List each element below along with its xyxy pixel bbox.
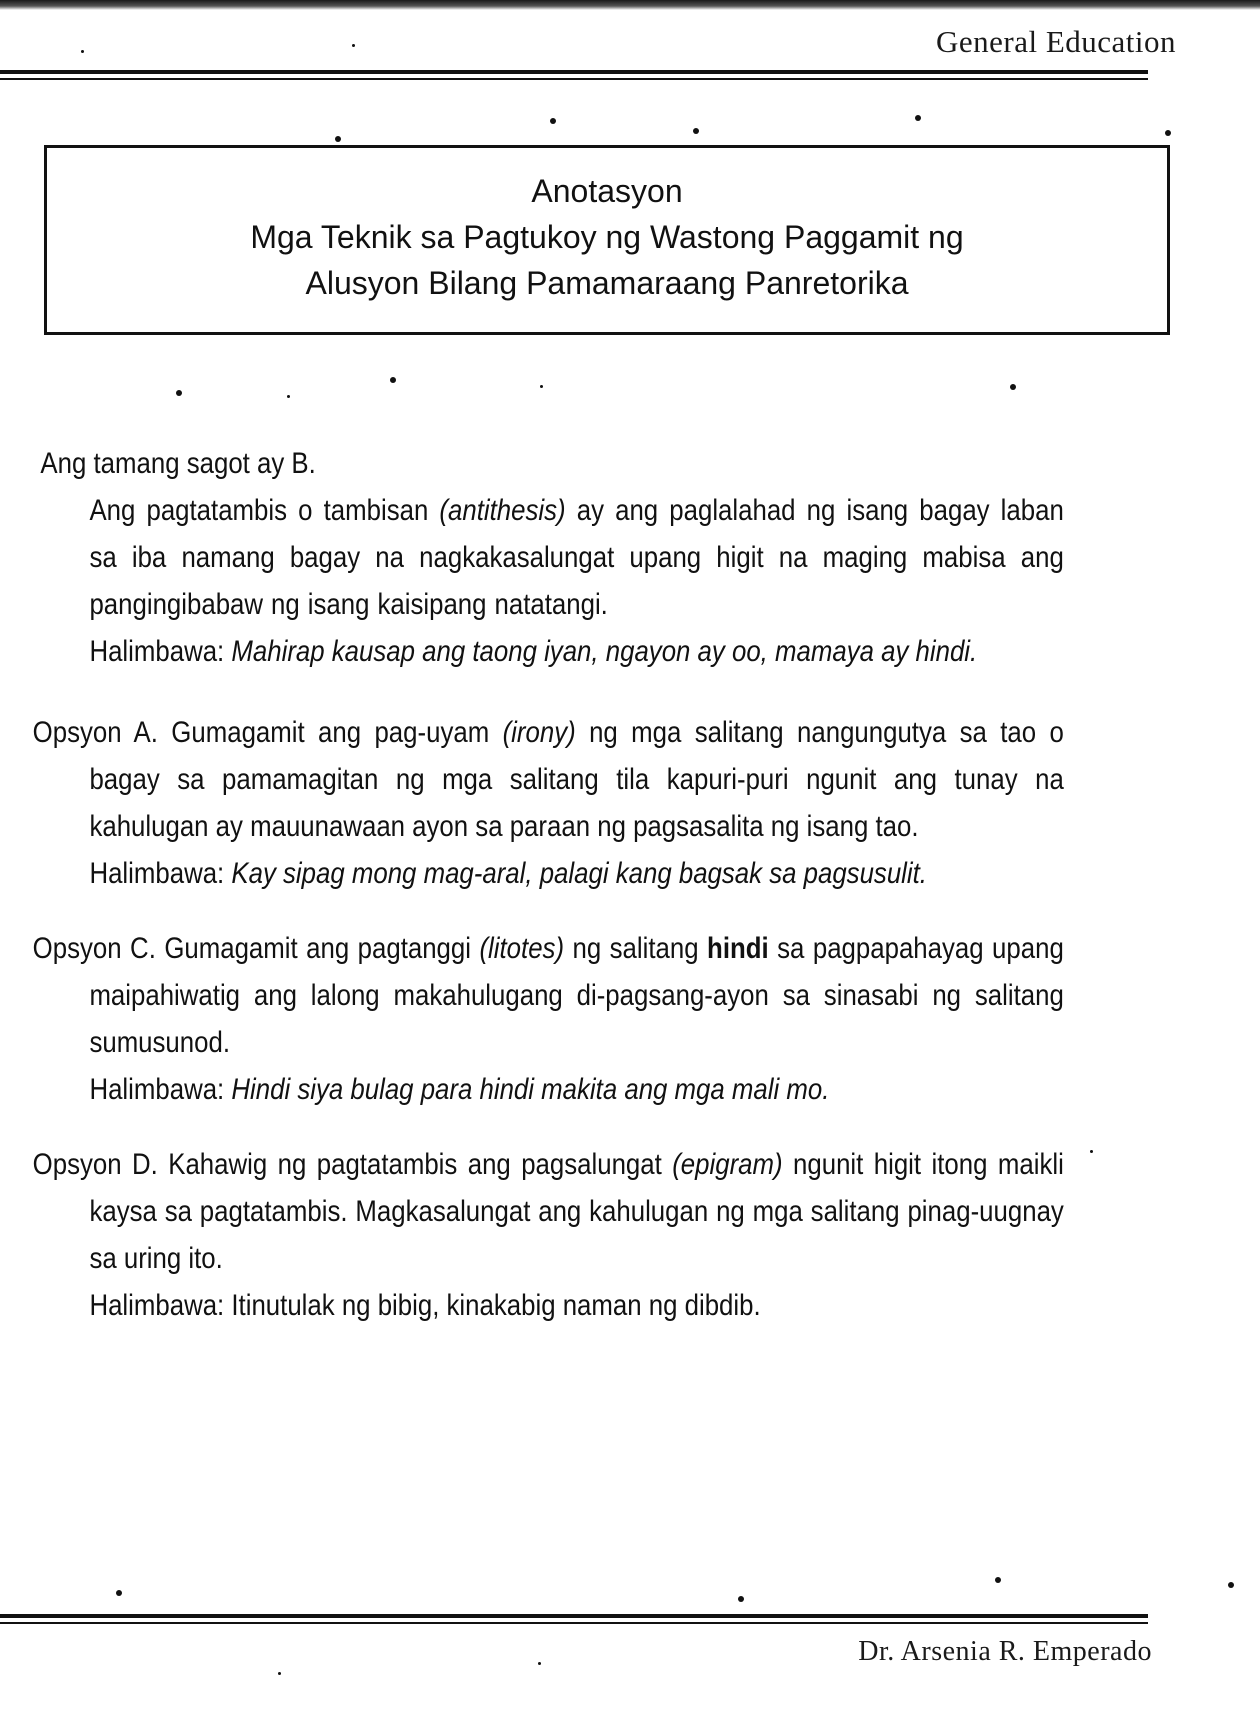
scan-speck (540, 385, 543, 388)
bold-word-hindi: hindi (707, 932, 769, 965)
correct-answer: Ang tamang sagot ay B. (40, 447, 316, 480)
scan-speck (915, 115, 921, 121)
annotation-subtitle-line2: Alusyon Bilang Pamamaraang Panretorika (305, 265, 909, 301)
scan-speck (390, 377, 396, 383)
scan-speck (538, 1662, 541, 1665)
footer-author: Dr. Arsenia R. Emperado (858, 1636, 1152, 1667)
header-rule (0, 70, 1148, 74)
option-d: Opsyon D. Kahawig ng pagtatambis ang pagsalungat (epigram) ngunit higit itong maikli kaysa sa pagtatambis. Magkasalungat ang kahulugan ng mga salitang pinag-uugnay sa uring ito. (32, 1148, 1064, 1275)
answer-explanation: Ang pagtatambis o tambisan (antithesis) ay ang paglalahad ng isang bagay laban sa iba namang bagay na nagkakasalungat upang higit na maging mabisa ang pangingibabaw ng isang kaisipang natatangi. (89, 494, 1064, 621)
option-a-label: Opsyon A. (32, 716, 158, 749)
scan-speck (693, 128, 699, 134)
running-header: General Education (935, 24, 1176, 59)
scan-speck (81, 50, 84, 53)
annotation-content (0, 440, 1084, 1329)
option-d-example: Halimbawa: Itinutulak ng bibig, kinakabig naman ng dibdib. (89, 1289, 761, 1322)
annotation-box (44, 145, 1170, 335)
answer-example: Halimbawa: Mahirap kausap ang taong iyan, ngayon ay oo, mamaya ay hindi. (89, 635, 978, 668)
term-litotes: (litotes) (479, 932, 565, 965)
scan-speck (278, 1672, 281, 1675)
annotation-heading: Anotasyon (531, 173, 683, 209)
option-c: Opsyon C. Gumagamit ang pagtanggi (litotes) ng salitang hindi sa pagpapahayag upang maipahiwatig ang lalong makahulugang di-pagsang-ayon sa sinasabi ng salitang sumusunod. (32, 932, 1064, 1059)
scan-speck (550, 118, 556, 124)
header-rule-thin (0, 78, 1148, 80)
scan-top-edge (0, 0, 1260, 10)
annotation-subtitle-line1: Mga Teknik sa Pagtukoy ng Wastong Paggamit ng (250, 219, 964, 255)
scan-speck (738, 1596, 744, 1602)
term-antithesis: (antithesis) (439, 494, 566, 527)
scan-speck (116, 1590, 122, 1596)
term-epigram: (epigram) (672, 1148, 783, 1181)
scan-speck (1228, 1582, 1234, 1588)
option-d-label: Opsyon D. (32, 1148, 158, 1181)
footer-rule (0, 1614, 1148, 1618)
option-c-example: Halimbawa: Hindi siya bulag para hindi makita ang mga mali mo. (89, 1073, 830, 1106)
option-c-label: Opsyon C. (32, 932, 156, 965)
term-irony: (irony) (502, 716, 576, 749)
scan-speck (1010, 384, 1016, 390)
scan-speck (1090, 1150, 1093, 1153)
scan-speck (352, 44, 355, 47)
scan-speck (287, 395, 290, 398)
scan-speck (995, 1577, 1001, 1583)
option-a: Opsyon A. Gumagamit ang pag-uyam (irony) ng mga salitang nangungutya sa tao o bagay sa pamamagitan ng mga salitang tila kapuri-puri ngunit ang tunay na kahulugan ay mauunawaan ayon sa paraan ng pagsasalita ng isang tao. (32, 716, 1064, 843)
footer-rule-thin (0, 1622, 1148, 1624)
scan-speck (1165, 130, 1171, 136)
scan-speck (335, 136, 341, 142)
scan-speck (176, 390, 182, 396)
option-a-example: Halimbawa: Kay sipag mong mag-aral, palagi kang bagsak sa pagsusulit. (89, 857, 927, 890)
